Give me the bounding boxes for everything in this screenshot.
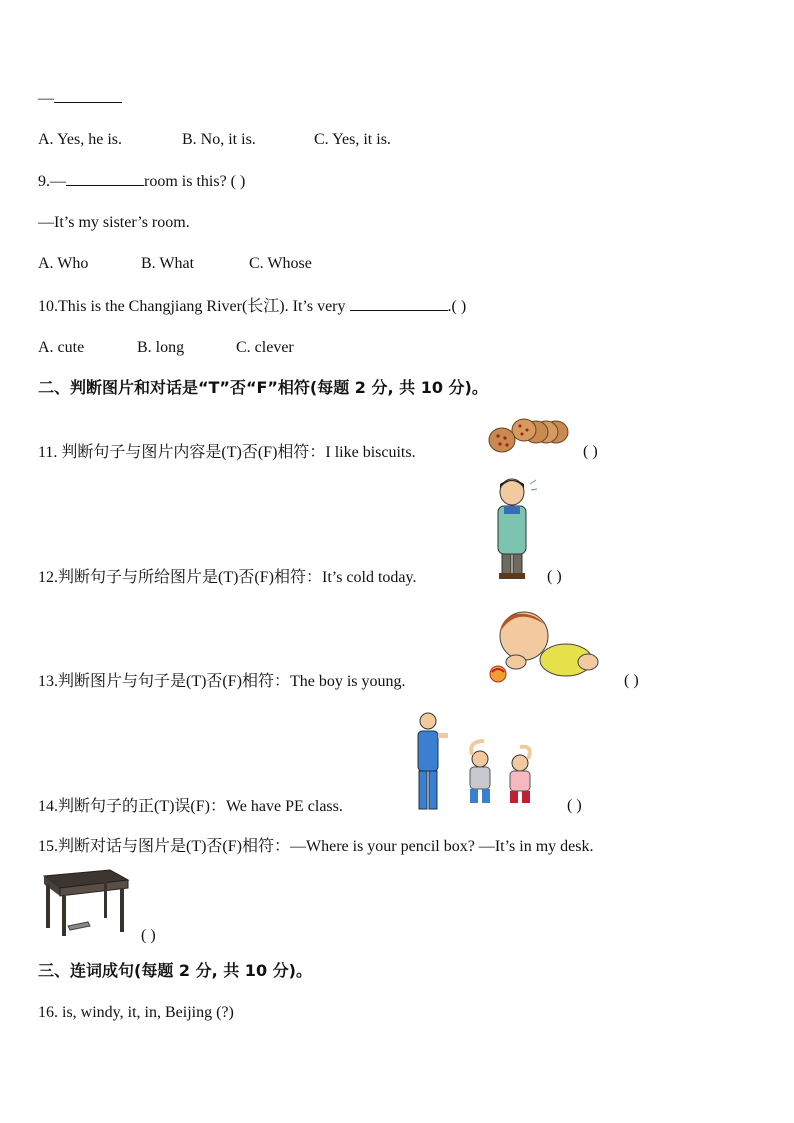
q9-option-b[interactable]: B. What [141, 255, 195, 272]
pe-class-image [408, 711, 548, 815]
q9-options [38, 254, 312, 274]
q10-blank[interactable] [350, 296, 448, 311]
q9-option-a[interactable]: A. Who [38, 255, 89, 272]
q9-blank[interactable] [66, 171, 144, 186]
q15-text: 15.判断对话与图片是(T)否(F)相符：—Where is your pencil box? —It’s in my desk. [38, 838, 594, 855]
q14-text: 14.判断句子的正(T)误(F)：We have PE class. [38, 798, 343, 815]
q10-options [38, 338, 294, 358]
q8-option-a[interactable]: A. Yes, he is. [38, 131, 123, 148]
q15-answer-paren[interactable]: ( ) [141, 927, 156, 944]
q10-option-c[interactable]: C. clever [236, 339, 294, 356]
q8-blank[interactable] [54, 88, 122, 103]
biscuits-image [486, 414, 572, 458]
q8-option-c[interactable]: C. Yes, it is. [314, 131, 391, 148]
q9-answer: —It’s my sister’s room. [38, 214, 190, 231]
q10-prefix: 10.This is the Changjiang River(长江). It’s very [38, 298, 346, 315]
cold-boy-image [490, 476, 538, 582]
section3-heading: 三、连词成句(每题 2 分, 共 10 分)。 [38, 961, 312, 980]
baby-crawling-image [486, 606, 606, 686]
q8-options [38, 130, 391, 150]
q14-answer-paren[interactable]: ( ) [567, 797, 582, 814]
q9-option-c[interactable]: C. Whose [249, 255, 312, 272]
q10-suffix: .( ) [447, 298, 467, 315]
q10-option-b[interactable]: B. long [137, 339, 185, 356]
desk-image [38, 866, 130, 938]
q12-text: 12.判断句子与所给图片是(T)否(F)相符：It’s cold today. [38, 569, 417, 586]
q9-prefix: 9.— [38, 173, 66, 190]
q9-suffix: room is this? ( ) [144, 173, 246, 190]
q16-text: 16. is, windy, it, in, Beijing (?) [38, 1004, 234, 1021]
q8-option-b[interactable]: B. No, it is. [182, 131, 256, 148]
q13-answer-paren[interactable]: ( ) [624, 672, 639, 689]
q10-option-a[interactable]: A. cute [38, 339, 85, 356]
q9-question [38, 171, 245, 192]
q11-answer-paren[interactable]: ( ) [583, 443, 598, 460]
q8-answer-line [38, 88, 122, 109]
q12-answer-paren[interactable]: ( ) [547, 568, 562, 585]
q13-text: 13.判断图片与句子是(T)否(F)相符：The boy is young. [38, 673, 406, 690]
q11-text: 11. 判断句子与图片内容是(T)否(F)相符：I like biscuits. [38, 444, 416, 461]
section2-heading: 二、判断图片和对话是“T”否“F”相符(每题 2 分, 共 10 分)。 [38, 378, 488, 397]
q8-dash: — [38, 90, 54, 107]
q10-question [38, 296, 466, 317]
